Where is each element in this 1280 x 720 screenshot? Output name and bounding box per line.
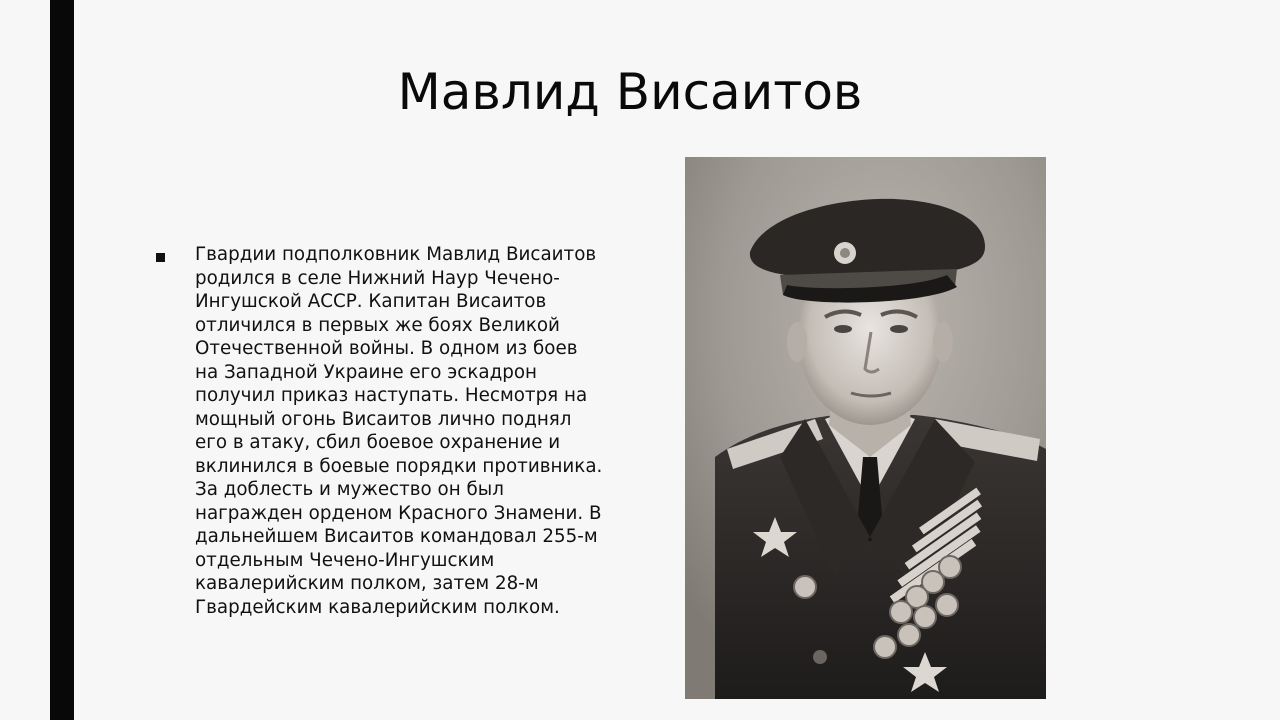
slide-title: Мавлид Висаитов [397,63,863,121]
bullet-text: Гвардии подполковник Мавлид Висаитов родился в селе Нижний Наур Чечено-Ингушской АССР. Капитан Висаитов отличился в первых же боях Великой Отечественной войны. В одном из боев на Западной Украине его эскадрон получил приказ наступать. Несмотря на мощный огонь Висаитов лично поднял его в атаку, сбил боевое охранение и вклинился в боевые порядки противника. За доблесть и мужество он был награжден орденом Красного Знамени. В дальнейшем Висаитов командовал 255-м отдельным Чечено-Ингушским кавалерийским полком, затем 28-м Гвардейским кавалерийским полком. [195,244,603,618]
portrait-photo [685,157,1046,699]
accent-bar [50,0,74,720]
bullet-list [156,243,616,619]
square-bullet-icon [156,253,165,262]
portrait-image [685,157,1046,699]
bullet-item [156,243,616,619]
